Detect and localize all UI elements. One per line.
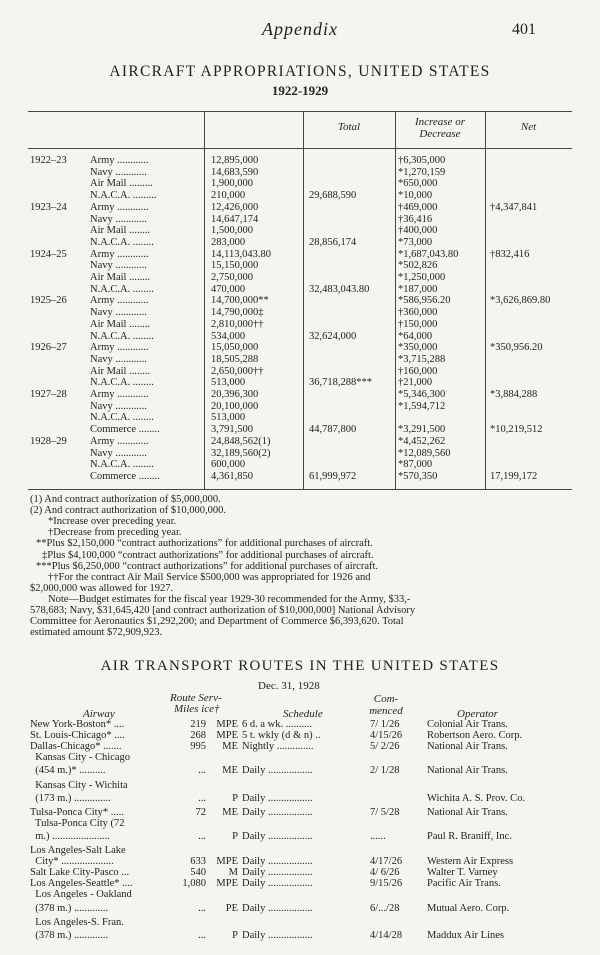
table1-cell-year: 1927–28	[30, 389, 67, 400]
table2-cell-schedule: Daily .................	[242, 830, 313, 842]
table2-cell-miles: 540	[190, 867, 206, 879]
table1-cell-total: 32,624,000	[309, 330, 357, 342]
table2-cell-airway: (173 m.) ..............	[30, 792, 111, 804]
table2-cell-commenced: 4/14/28	[370, 929, 403, 941]
table2-cell-service: ME	[222, 806, 238, 818]
table1-cell-amount: 20,396,300	[211, 389, 259, 400]
table2-cell-airway: Los Angeles - Oakland	[30, 889, 132, 901]
table2-cell-commenced: 7/ 1/26	[370, 719, 400, 730]
table1-cell-dept: Army ............	[90, 155, 149, 166]
table1-cell-net: 17,199,172	[490, 470, 538, 482]
table2-cell-airway: Los Angeles-S. Fran.	[30, 916, 124, 928]
table1-cell-change: *87,000	[398, 459, 433, 471]
footnote: estimated amount $72,909,923.	[30, 627, 163, 639]
table2-cell-airway: (378 m.) .............	[30, 902, 109, 914]
footnote: **Plus $2,150,000 “contract authorizations” for additional purchases of aircraft.	[36, 538, 373, 550]
table1-cell-year: 1926–27	[30, 342, 67, 354]
table1-cell-change: *12,089,560	[398, 447, 451, 459]
table1-cell-change: †400,000	[398, 225, 438, 237]
table1-cell-dept: N.A.C.A. ........	[90, 283, 154, 295]
table1-cell-dept: N.A.C.A. ........	[90, 412, 154, 424]
table2-cell-airway: Kansas City - Wichita	[30, 779, 128, 791]
table1-cell-amount: 12,895,000	[211, 155, 259, 166]
table2-cell-schedule: Daily .................	[242, 765, 313, 777]
table1-cell-amount: 3,791,500	[211, 424, 253, 436]
table2-cell-schedule: Daily .................	[242, 878, 313, 890]
table2-cell-miles: ...	[198, 792, 206, 804]
col-header-net: Net	[520, 121, 537, 133]
table2-cell-miles: ...	[198, 929, 206, 941]
table2-cell-schedule: Daily .................	[242, 902, 313, 914]
table2-cell-miles: 219	[190, 719, 206, 730]
table1-cell-change: *5,346,300	[398, 389, 446, 400]
table1-cell-amount: 513,000	[211, 412, 246, 424]
footnote: *Increase over preceding year.	[48, 516, 177, 528]
table1-cell-change: †36,416	[398, 213, 433, 225]
table1-cell-year: 1923–24	[30, 201, 67, 213]
col-header-operator: Operator	[457, 708, 498, 720]
table1-cell-amount: 2,650,000††	[211, 365, 264, 377]
table1-cell-change: *1,594,712	[398, 400, 446, 412]
table2-cell-service: P	[232, 792, 238, 804]
table2-cell-miles: 1,080	[182, 878, 206, 890]
table1-cell-amount: 600,000	[211, 459, 246, 471]
table1-cell-dept: Army ............	[90, 201, 149, 213]
table1-cell-net: *350,956.20	[490, 342, 543, 354]
table1-header-rule	[28, 148, 572, 149]
table1-cell-amount: 24,848,562(1)	[211, 435, 271, 447]
table2-cell-miles: 72	[195, 806, 206, 818]
table1-cell-change: †469,000	[398, 201, 438, 213]
footnote: ***Plus $6,250,000 “contract authorizations” for additional purchases of aircraft.	[36, 560, 379, 572]
page-number: 401	[512, 21, 536, 38]
table1-cell-change: *1,687,043.80	[398, 248, 459, 260]
table1-cell-change: *187,000	[398, 283, 438, 295]
table1-cell-dept: Navy ............	[90, 307, 147, 319]
table2-cell-miles: ...	[198, 765, 206, 777]
table1-title: AIRCRAFT APPROPRIATIONS, UNITED STATES	[109, 63, 491, 80]
running-header: Appendix	[262, 19, 338, 39]
table2-cell-operator: Wichita A. S. Prov. Co.	[427, 792, 526, 804]
table2-cell-schedule: Daily .................	[242, 792, 313, 804]
table1-cell-total: 36,718,288***	[309, 377, 372, 389]
table1-cell-dept: Army ............	[90, 435, 149, 447]
table1-cell-amount: 15,050,000	[211, 342, 259, 354]
table1-cell-change: *3,291,500	[398, 424, 446, 436]
col-header-decrease: Decrease	[419, 128, 461, 140]
table1-cell-dept: Air Mail .........	[90, 178, 153, 190]
table2-cell-operator: Maddux Air Lines	[427, 929, 504, 941]
table1-cell-change: *650,000	[398, 178, 438, 190]
table1-cell-change: *1,270,159	[398, 166, 446, 178]
table1-cell-net: *10,219,512	[490, 424, 543, 436]
table2-cell-schedule: 6 d. a wk. ..........	[242, 719, 312, 730]
table1-cell-dept: Army ............	[90, 342, 149, 354]
table2-cell-schedule: Daily .................	[242, 929, 313, 941]
table2-cell-operator: National Air Trans.	[427, 741, 508, 753]
table1-cell-amount: 4,361,850	[211, 470, 253, 482]
table2-cell-airway: Tulsa-Ponca City* .....	[30, 806, 124, 818]
table1-cell-year: 1922–23	[30, 155, 67, 166]
table2-cell-service: MPE	[216, 730, 238, 742]
table2-cell-airway: (454 m.)* ..........	[30, 765, 106, 777]
table1-cell-amount: 32,189,560(2)	[211, 447, 271, 459]
table1-cell-change: *10,000	[398, 190, 433, 202]
table1-cell-net: †4,347,841	[490, 201, 538, 213]
table2-cell-airway: Los Angeles-Seattle* ....	[30, 878, 133, 890]
table1-cell-dept: Navy ............	[90, 166, 147, 178]
table1-cell-net: †832,416	[490, 248, 530, 260]
table1-cell-change: *350,000	[398, 342, 438, 354]
table1-col-divider	[303, 111, 304, 489]
col-header-total: Total	[337, 121, 361, 133]
table2-cell-commenced: ......	[370, 830, 386, 842]
table1-top-rule	[28, 111, 572, 112]
table1-cell-change: †21,000	[398, 377, 433, 389]
table1-col-divider	[485, 111, 486, 489]
table1-cell-change: *4,452,262	[398, 435, 446, 447]
table1-cell-change: *586,956.20	[398, 295, 451, 307]
table2-cell-miles: 268	[190, 730, 206, 742]
table2-cell-operator: Western Air Express	[427, 856, 514, 868]
table1-years: 1922-1929	[271, 83, 329, 98]
table2-cell-commenced: 4/15/26	[370, 730, 403, 742]
footnote: Note—Budget estimates for the fiscal year 1929-30 recommended for the Army, $33,-	[48, 593, 411, 605]
table1-cell-dept: Commerce ........	[90, 424, 160, 436]
table2-cell-service: PE	[225, 902, 238, 914]
table1-cell-dept: Army ............	[90, 295, 149, 307]
table1-cell-dept: Air Mail ........	[90, 365, 151, 377]
table2-cell-miles: ...	[198, 902, 206, 914]
table2-cell-operator: Paul R. Braniff, Inc.	[427, 830, 512, 842]
table2-cell-commenced: 7/ 5/28	[370, 806, 400, 818]
table2-cell-commenced: 4/17/26	[370, 856, 403, 868]
footnote: †Decrease from preceding year.	[48, 527, 182, 539]
table1-bottom-rule	[28, 489, 572, 490]
table2-title: AIR TRANSPORT ROUTES IN THE UNITED STATES	[100, 658, 500, 674]
table2-cell-airway: New York-Boston* ....	[30, 719, 125, 730]
footnote: Committee for Aeronautics $1,292,200; and Department of Commerce $6,393,620. Total	[30, 616, 404, 628]
table2-cell-miles: 633	[190, 856, 206, 868]
table2-cell-operator: National Air Trans.	[427, 765, 508, 777]
table1-cell-dept: Air Mail ........	[90, 225, 151, 237]
col-header-commenced-2: menced	[369, 705, 403, 717]
table2-cell-service: P	[232, 830, 238, 842]
table1-cell-amount: 2,810,000††	[211, 318, 264, 330]
footnote: $2,000,000 was allowed for 1927.	[30, 582, 174, 594]
table1-cell-dept: N.A.C.A. ........	[90, 236, 154, 248]
table2-cell-miles: ...	[198, 830, 206, 842]
table1-cell-change: *502,826	[398, 260, 438, 272]
table1-cell-amount: 14,790,000‡	[211, 307, 264, 319]
table1-cell-change: *64,000	[398, 330, 433, 342]
table1-cell-dept: N.A.C.A. ........	[90, 377, 154, 389]
table2-cell-commenced: 6/.../28	[370, 902, 400, 914]
table1-cell-amount: 2,750,000	[211, 272, 253, 283]
footnote: (2) And contract authorization of $10,000,000.	[30, 505, 226, 517]
footnote: ‡Plus $4,100,000 “contract authorizations” for additional purchases of aircraft.	[42, 549, 374, 561]
table2-cell-service: ME	[222, 765, 238, 777]
table2-cell-commenced: 9/15/26	[370, 878, 403, 890]
table2-cell-airway: Salt Lake City-Pasco ...	[30, 867, 130, 879]
table2-cell-airway: (378 m.) .............	[30, 929, 109, 941]
table2-cell-airway: Dallas-Chicago* .......	[30, 741, 122, 753]
table2-cell-airway: Los Angeles-Salt Lake	[30, 845, 126, 856]
table2-date: Dec. 31, 1928	[258, 680, 320, 692]
table1-cell-change: †160,000	[398, 365, 438, 377]
table1-cell-change: *73,000	[398, 236, 433, 248]
table1-cell-change: †150,000	[398, 318, 438, 330]
table2-cell-operator: Colonial Air Trans.	[427, 719, 508, 730]
table1-cell-amount: 14,683,590	[211, 166, 259, 178]
table1-cell-amount: 1,900,000	[211, 178, 253, 190]
table1-cell-dept: Commerce ........	[90, 470, 160, 482]
table2-cell-airway: St. Louis-Chicago* ....	[30, 730, 125, 742]
table1-cell-total: 61,999,972	[309, 470, 357, 482]
table1-cell-change: *1,250,000	[398, 272, 446, 283]
table1-cell-dept: Air Mail ........	[90, 272, 151, 283]
table1-cell-amount: 513,000	[211, 377, 246, 389]
table2-cell-service: MPE	[216, 719, 238, 730]
table2-cell-commenced: 4/ 6/26	[370, 867, 400, 879]
col-header-increase: Increase or	[415, 116, 465, 128]
table2-cell-operator: Mutual Aero. Corp.	[427, 902, 510, 914]
col-header-airway: Airway	[83, 708, 115, 720]
table2-cell-schedule: Daily .................	[242, 856, 313, 868]
table2-cell-airway: m.) ......................	[30, 830, 110, 842]
table1-cell-amount: 15,150,000	[211, 260, 259, 272]
footnote: ††For the contract Air Mail Service $500,000 was appropriated for 1926 and	[48, 571, 371, 583]
col-header-miles-service: Miles ice†	[174, 703, 220, 715]
table1-cell-total: 28,856,174	[309, 236, 357, 248]
col-header-schedule: Schedule	[283, 708, 323, 720]
table1-cell-change: *570,350	[398, 470, 438, 482]
table1-cell-amount: 14,647,174	[211, 213, 259, 225]
table1-cell-change: †360,000	[398, 307, 438, 319]
table1-cell-amount: 12,426,000	[211, 201, 259, 213]
table2-cell-schedule: Nightly ..............	[242, 741, 314, 753]
table2-cell-operator: Walter T. Varney	[427, 867, 498, 879]
table1-cell-total: 44,787,800	[309, 424, 357, 436]
table1-cell-dept: Air Mail ........	[90, 318, 151, 330]
table2-cell-operator: Pacific Air Trans.	[427, 878, 501, 890]
table1-cell-amount: 470,000	[211, 283, 246, 295]
table1-cell-change: *3,715,288	[398, 353, 446, 365]
table1-col-divider	[204, 111, 205, 489]
table1-cell-dept: Navy ............	[90, 353, 147, 365]
table2-cell-service: ME	[222, 741, 238, 753]
table2-cell-commenced: 2/ 1/28	[370, 765, 400, 777]
table1-cell-dept: N.A.C.A. ........	[90, 459, 154, 471]
table1-cell-total: 29,688,590	[309, 190, 357, 202]
table1-cell-amount: 534,000	[211, 330, 246, 342]
table1-cell-dept: Navy ............	[90, 447, 147, 459]
table1-cell-change: †6,305,000	[398, 155, 446, 166]
table1-cell-amount: 210,000	[211, 190, 246, 202]
table2-cell-schedule: Daily .................	[242, 806, 313, 818]
table2-cell-service: MPE	[216, 878, 238, 890]
footnote: 578,683; Navy, $31,645,420 [and contract authorization of $10,000,000] National Advisory	[30, 605, 416, 616]
table2-cell-commenced: 5/ 2/26	[370, 741, 400, 753]
table2-cell-service: P	[232, 929, 238, 941]
table1-cell-dept: Navy ............	[90, 400, 147, 412]
table2-cell-airway: Kansas City - Chicago	[30, 752, 131, 764]
table1-cell-net: *3,626,869.80	[490, 295, 551, 307]
col-header-commenced-1: Com-	[373, 693, 399, 705]
table2-cell-service: M	[228, 867, 238, 879]
table1-cell-dept: Navy ............	[90, 213, 147, 225]
table1-cell-amount: 283,000	[211, 236, 246, 248]
table2-cell-operator: National Air Trans.	[427, 806, 508, 818]
table2-cell-miles: 995	[190, 741, 206, 753]
col-header-route-service: Route Serv-	[170, 692, 222, 704]
table1-cell-dept: N.A.C.A. .........	[90, 190, 157, 202]
table2-cell-schedule: 5 t. wkly (d & n) ..	[242, 730, 321, 742]
table1-cell-year: 1924–25	[30, 248, 67, 260]
table1-cell-amount: 14,113,043.80	[211, 248, 271, 260]
table1-cell-dept: Army ............	[90, 389, 149, 400]
table1-cell-amount: 18,505,288	[211, 353, 259, 365]
table2-cell-airway: City* ....................	[30, 856, 114, 868]
table1-cell-year: 1928–29	[30, 435, 67, 447]
table2-cell-operator: Robertson Aero. Corp.	[427, 730, 523, 742]
table1-cell-dept: Navy ............	[90, 260, 147, 272]
table1-cell-amount: 20,100,000	[211, 400, 259, 412]
table1-col-divider	[395, 111, 396, 489]
table1-cell-amount: 14,700,000**	[211, 295, 269, 307]
table1-cell-total: 32,483,043.80	[309, 283, 370, 295]
table1-cell-net: *3,884,288	[490, 389, 538, 400]
table1-cell-dept: N.A.C.A. ........	[90, 330, 154, 342]
table1-cell-dept: Army ............	[90, 248, 149, 260]
table1-cell-year: 1925–26	[30, 295, 67, 307]
table2-cell-airway: Tulsa-Ponca City (72	[30, 817, 125, 829]
table1-cell-amount: 1,500,000	[211, 225, 253, 237]
table2-cell-service: MPE	[216, 856, 238, 868]
footnote: (1) And contract authorization of $5,000,000.	[30, 494, 221, 505]
table2-cell-schedule: Daily .................	[242, 867, 313, 879]
